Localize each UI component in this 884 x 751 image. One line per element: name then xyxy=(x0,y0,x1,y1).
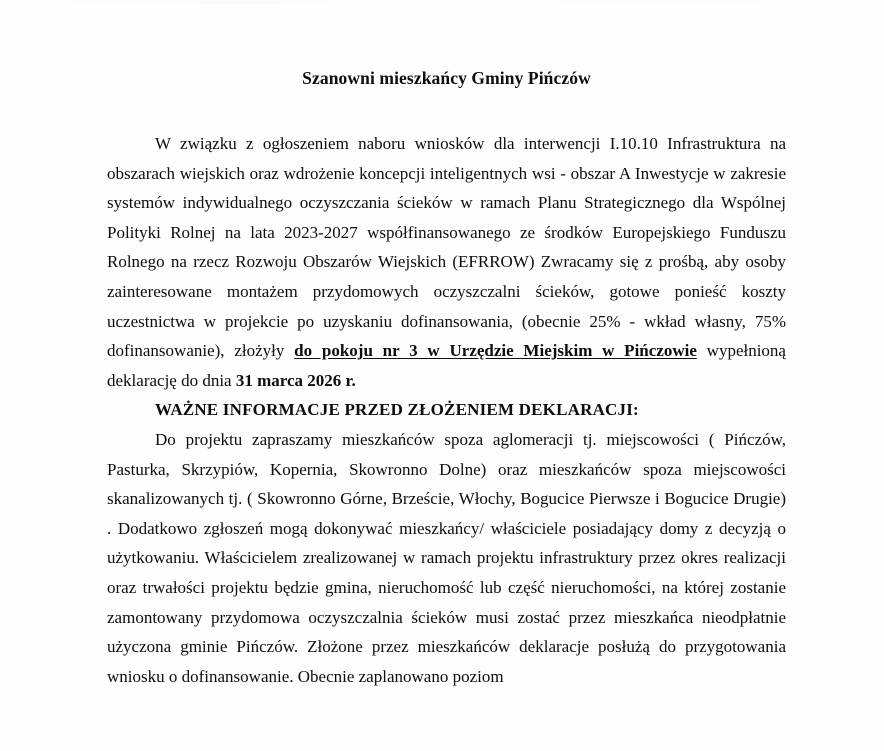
emphasis-deadline-date: 31 marca 2026 r. xyxy=(235,370,356,390)
paragraph-announcement-mid: wypełnioną deklarację do dnia xyxy=(107,341,786,390)
emphasis-submission-office: do pokoju nr 3 w Urzędzie Miejskim w Pińczowie xyxy=(294,341,697,361)
title-spacer xyxy=(107,89,786,129)
paragraph-announcement xyxy=(107,129,786,395)
paragraph-eligibility-details: Do projektu zapraszamy mieszkańców spoza aglomeracji tj. miejscowości ( Pińczów, Pasturka, Skrzypiów, Kopernia, Skowronno Dolne) oraz mieszkańców spoza miejscowości skanalizowanych tj. ( Skowronno Górne, Brzeście, Włochy, Bogucice Pierwsze i Bogucice Drugie) . Dodatkowo zgłoszeń mogą dokonywać mieszkańcy/ właściciele posiadający domy z decyzją o użytkowaniu. Właścicielem zrealizowanej w ramach projektu infrastruktury przez okres realizacji oraz trwałości projektu będzie gmina, nieruchomość lub część nieruchomości, na której zostanie zamontowany przydomowa oczyszczalnia ścieków musi zostać przez mieszkańca nieodpłatnie użyczona gminie Pińczów. Złożone przez mieszkańców deklaracje posłużą do przygotowania wniosku o dofinansowanie. Obecnie zaplanowano poziom xyxy=(107,429,786,686)
paragraph-announcement-lead: W związku z ogłoszeniem naboru wniosków dla interwencji I.10.10 Infrastruktura na obszarach wiejskich oraz wdrożenie koncepcji inteligentnych wsi - obszar A Inwestycje w zakresie systemów indywidualnego oczyszczania ścieków w ramach Planu Strategicznego dla Wspólnej Polityki Rolnej na lata 2023-2027 współfinansowanego ze środków Europejskiego Funduszu Rolnego na rzecz Rozwoju Obszarów Wiejskich (EFRROW) Zwracamy się z prośbą, aby osoby zainteresowane montażem przydomowych oczyszczalni ścieków, gotowe ponieść koszty uczestnictwa w projekcie po uzyskaniu dofinansowania, (obecnie 25% - wkład własny, 75% dofinansowanie), złożyły xyxy=(107,134,786,361)
document-text-column xyxy=(107,0,786,691)
page-title: Szanowni mieszkańcy Gminy Pińczów xyxy=(302,68,591,88)
section-heading-important-information: WAŻNE INFORMACJE PRZED ZŁOŻENIEM DEKLARACJI: xyxy=(155,400,639,420)
